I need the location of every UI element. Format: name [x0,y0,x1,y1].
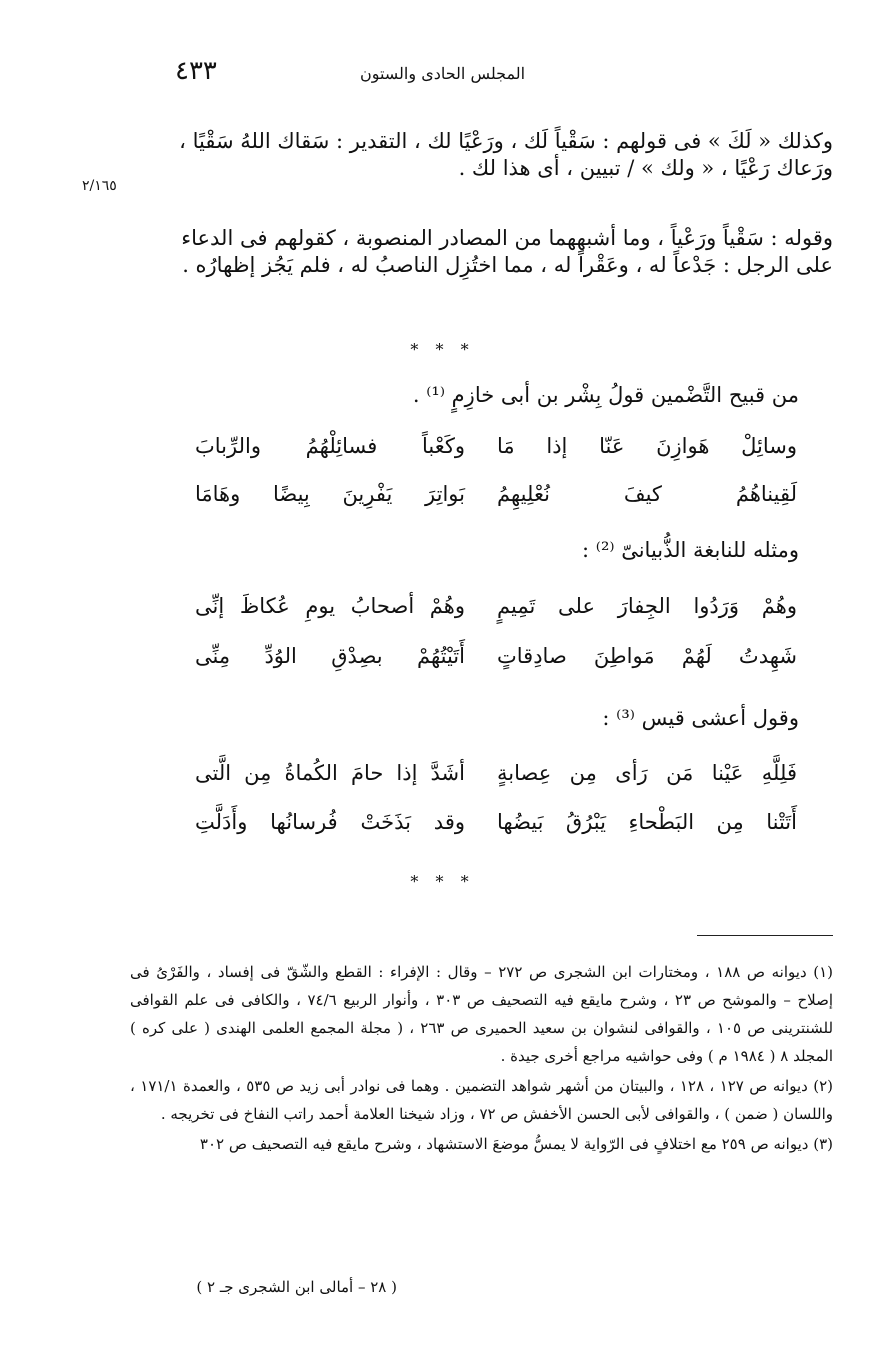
verse-intro: من قبيح التَّضْمين قولُ بِشْر بن أبى خازِمٍ ⁽¹⁾ . [412,383,799,407]
footnote: (٣) ديوانه ص ٢٥٩ مع اختلافٍ فى الرّواية لا يمسُّ موضعَ الاستشهاد ، وشرح مايقع فيه التصحيف ص ٣٠٢ [199,1135,833,1153]
paragraph-line: وقوله : سَقْياً ورَعْياً ، وما أشبههما من المصادر المنصوبة ، كقولهم فى الدعاء [181,226,833,250]
verse-second-hemistich: وهُمْ أصحابُ يومِ عُكاظَ إنِّى [195,594,465,618]
verse-first-hemistich: وهُمْ وَرَدُوا الجِفارَ على تَمِيمٍ [497,594,797,618]
verse-second-hemistich: أَتَيْتُهُمْ بصِدْقِ الوُدِّ مِنِّى [195,644,465,668]
poem-verse [195,482,797,516]
footnotes [130,958,833,1160]
poem-verse [195,594,797,628]
poem-verse [195,644,797,678]
footnote-rule [697,935,833,936]
verse-second-hemistich: وكَعْباً فسائِلْهُمُ والرِّبابَ [195,434,465,458]
verse-first-hemistich: لَقِيناهُمُ كيفَ نُعْلِيهِمُ [497,482,797,506]
paragraph-line: على الرجل : جَدْعاً له ، وعَقْراً له ، مما اختُزِل الناصبُ له ، فلم يَجُز إظهارُه . [182,253,833,277]
poem-verse [195,761,797,795]
running-title: المجلس الحادى والستون [359,64,526,83]
verse-second-hemistich: بَواتِرَ يَفْرِينَ بِيضًا وهَامَا [195,482,465,506]
verse-second-hemistich: أشَدَّ إذا حامَ الكُماةُ مِن الَّتى [195,761,465,785]
footnote: (٢) ديوانه ص ١٢٧ ، ١٢٨ ، والبيتان من أشهر شواهد التضمين . وهما فى نوادر أبى زيد ص ٥٣٥ ، والعمدة ١٧١/١ ، واللسان ( ضمن ) ، والقوافى لأبى الحسن الأخفش ص ٧٢ ، وزاد شيخنا العلامة أحمد راتب النفاخ فى تخريجه . [130,1077,833,1123]
footnote: (١) ديوانه ص ١٨٨ ، ومختارات ابن الشجرى ص ٢٧٢ – وقال : الإفراء : القطع والشّقّ فى إفساد ، والفَرْىُ فى إصلاح – والموشح ص ٢٣ ، وشرح مايقع فيه التصحيف ص ٣٠٣ ، وأنوار الربيع ٧٤/٦ ، والكافى فى علم القوافى للشنترينى ص ١٠٥ ، والقوافى لنشوان بن سعيد الحميرى ص ٢٦٣ ، ( مجلة المجمع العلمى الهندى ( على كره ) المجلد ٨ ( ١٩٨٤ م ) وفى حواشيه مراجع أخرى جيدة . [130,963,834,1065]
margin-reference: ٢/١٦٥ [82,178,117,194]
section-separator: * * * [410,872,475,891]
verse-intro: ومثله للنابغة الذُّبيانىّ ⁽²⁾ : [582,538,799,562]
verse-first-hemistich: أَتَتْنا مِن البَطْحاءِ يَبْرُقُ بَيضُها [497,810,797,834]
footer-signature: ( ٢٨ – أمالى ابن الشجرى جـ ٢ ) [196,1278,397,1296]
verse-first-hemistich: فَلِلَّهِ عَيْنا مَن رَأى مِن عِصابةٍ [497,761,797,785]
poem-verse [195,434,797,468]
verse-intro: وقول أعشى قيس ⁽³⁾ : [602,706,799,730]
page-number: ٤٣٣ [175,56,217,86]
paragraph-1 [130,128,833,182]
verse-second-hemistich: وقد بَذَخَتْ فُرسانُها وأَدَلَّتِ [195,810,465,834]
verse-first-hemistich: وسائِلْ هَوازِنَ عَنّا إذا مَا [497,434,797,458]
paragraph-line: وكذلك « لَكَ » فى قولهم : سَقْياً لَك ، ورَعْيًا لك ، التقدير : سَقاك اللهُ سَقْيًا ، [179,129,833,153]
poem-verse [195,810,797,844]
page-header [120,58,765,88]
paragraph-line: ورَعاك رَعْيًا ، « ولك » / تبيين ، أى هذا لك . [458,156,833,180]
paragraph-2 [130,225,833,279]
verse-first-hemistich: شَهِدتُ لَهُمْ مَواطِنَ صادِقاتٍ [497,644,797,668]
section-separator: * * * [410,340,475,359]
